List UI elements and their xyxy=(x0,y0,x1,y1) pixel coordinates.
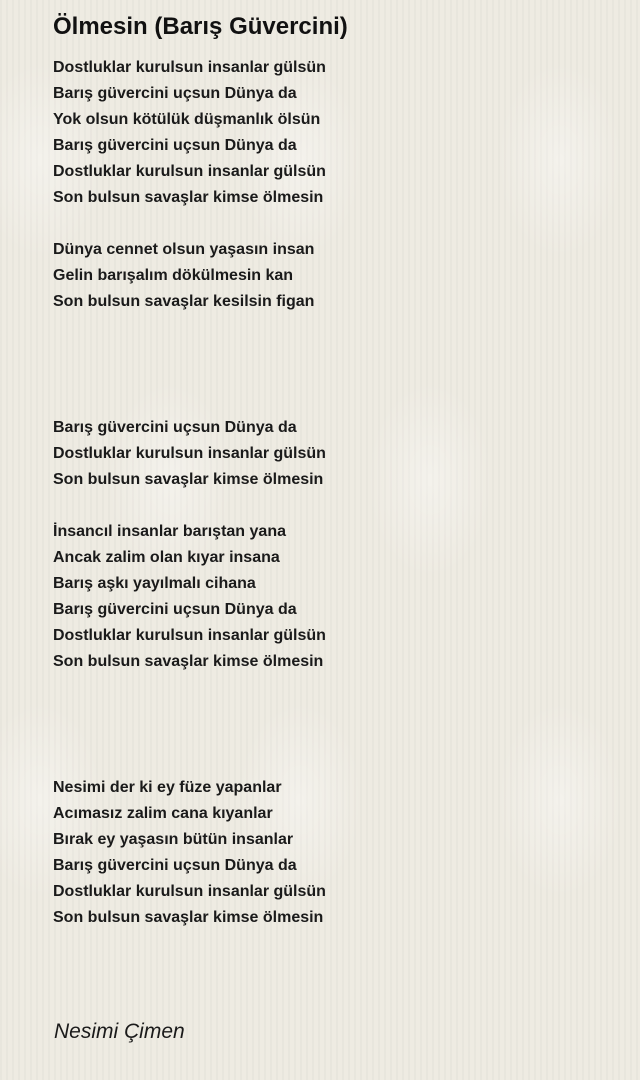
poem-container xyxy=(53,12,613,931)
poem-line: Acımasız zalim cana kıyanlar xyxy=(53,805,273,822)
poem-line: Gelin barışalım dökülmesin kan xyxy=(53,267,294,284)
stanza-gap xyxy=(53,675,613,775)
poem-line: İnsancıl insanlar barıştan yana xyxy=(53,523,286,540)
poem-line: Bırak ey yaşasın bütün insanlar xyxy=(53,831,294,848)
poem-line: Dünya cennet olsun yaşasın insan xyxy=(53,241,315,258)
poem-line: Barış güvercini uçsun Dünya da xyxy=(53,137,297,154)
stanza-gap xyxy=(53,211,613,237)
poem-line: Son bulsun savaşlar kimse ölmesin xyxy=(53,653,324,670)
poem-line: Son bulsun savaşlar kesilsin figan xyxy=(53,293,315,310)
poem-line: Barış güvercini uçsun Dünya da xyxy=(53,601,297,618)
poem-line: Barış aşkı yayılmalı cihana xyxy=(53,575,256,592)
stanza-gap xyxy=(53,315,613,415)
poem-line: Barış güvercini uçsun Dünya da xyxy=(53,85,297,102)
stanza-gap xyxy=(53,493,613,519)
poem-line: Dostluklar kurulsun insanlar gülsün xyxy=(53,445,326,462)
poem-line: Dostluklar kurulsun insanlar gülsün xyxy=(53,627,326,644)
poem-line: Dostluklar kurulsun insanlar gülsün xyxy=(53,883,326,900)
poem-line: Dostluklar kurulsun insanlar gülsün xyxy=(53,163,326,180)
poem-line: Barış güvercini uçsun Dünya da xyxy=(53,419,297,436)
poem-line: Ancak zalim olan kıyar insana xyxy=(53,549,280,566)
poem-line: Nesimi der ki ey füze yapanlar xyxy=(53,779,282,796)
poem-line: Son bulsun savaşlar kimse ölmesin xyxy=(53,909,324,926)
poem-line: Dostluklar kurulsun insanlar gülsün xyxy=(53,59,326,76)
poem-line: Son bulsun savaşlar kimse ölmesin xyxy=(53,189,324,206)
poem-author: Nesimi Çimen xyxy=(54,1020,185,1043)
poem-line: Yok olsun kötülük düşmanlık ölsün xyxy=(53,111,321,128)
poem-line: Barış güvercini uçsun Dünya da xyxy=(53,857,297,874)
poem-line: Son bulsun savaşlar kimse ölmesin xyxy=(53,471,324,488)
poem-title: Ölmesin (Barış Güvercini) xyxy=(53,13,348,40)
poem-body xyxy=(53,55,613,931)
